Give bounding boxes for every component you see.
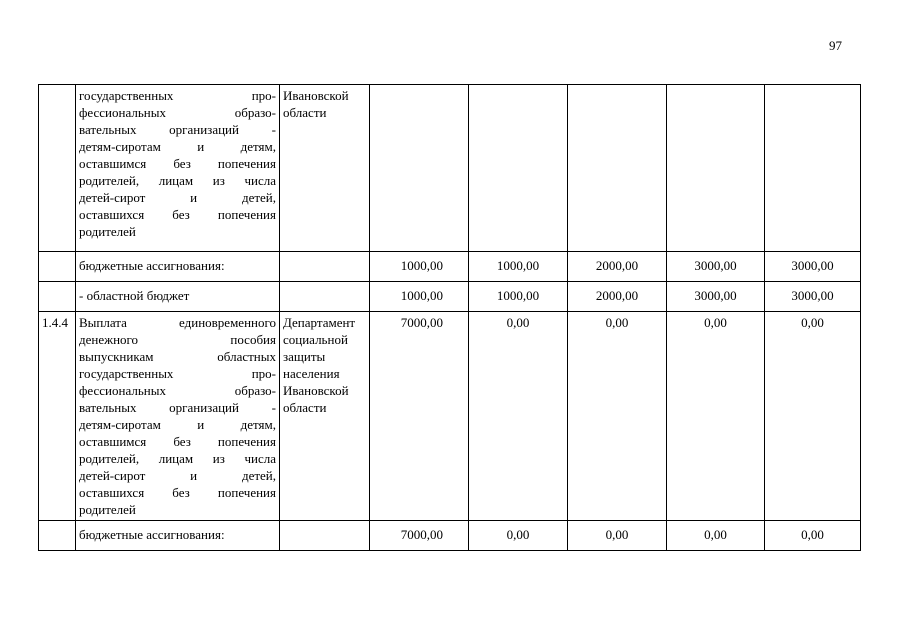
executor-line: области (283, 400, 327, 415)
value-cell: 1000,00 (469, 282, 568, 312)
executor-cell (280, 282, 370, 312)
executor-cell (280, 85, 370, 252)
description-line: вательных организаций - (79, 122, 276, 137)
table-row (39, 521, 861, 551)
value-cell: 2000,00 (568, 252, 667, 282)
description-line: оставшихся без попечения (79, 485, 276, 500)
description-line: фессиональных образо- (79, 105, 276, 120)
value-cell: 3000,00 (765, 252, 861, 282)
description-line: вательных организаций - (79, 400, 276, 415)
description-line: оставшимся без попечения (79, 156, 276, 171)
description-line: родителей (79, 224, 136, 239)
value-cell (667, 85, 765, 252)
description-line: оставшимся без попечения (79, 434, 276, 449)
value-cell (469, 85, 568, 252)
description-line: родителей, лицам из числа (79, 173, 276, 188)
budget-table (38, 84, 861, 551)
value-cell (765, 85, 861, 252)
row-number-cell (39, 521, 76, 551)
value-cell: 3000,00 (667, 282, 765, 312)
description-line: выпускникам областных (79, 349, 276, 364)
description-line: детям-сиротам и детям, (79, 139, 276, 154)
executor-line: Ивановской (283, 88, 349, 103)
description-line: родителей, лицам из числа (79, 451, 276, 466)
value-cell: 7000,00 (370, 312, 469, 521)
description-line: детей-сирот и детей, (79, 190, 276, 205)
value-cell: 0,00 (469, 312, 568, 521)
label-cell: бюджетные ассигнования: (76, 252, 280, 282)
description-line: фессиональных образо- (79, 383, 276, 398)
description-cell (76, 312, 280, 521)
row-number-cell (39, 85, 76, 252)
description-line: оставшихся без попечения (79, 207, 276, 222)
value-cell: 0,00 (568, 312, 667, 521)
value-cell: 0,00 (667, 521, 765, 551)
value-cell: 1000,00 (370, 252, 469, 282)
page-number: 97 (829, 38, 842, 53)
table-row (39, 282, 861, 312)
executor-line: Департамент (283, 315, 356, 330)
description-line: государственных про- (79, 366, 276, 381)
value-cell (370, 85, 469, 252)
value-cell: 1000,00 (469, 252, 568, 282)
label-cell: бюджетные ассигнования: (76, 521, 280, 551)
value-cell: 3000,00 (765, 282, 861, 312)
description-line: государственных про- (79, 88, 276, 103)
table-row (39, 252, 861, 282)
description-line: детям-сиротам и детям, (79, 417, 276, 432)
description-line: Выплата единовременного (79, 315, 276, 330)
executor-cell (280, 521, 370, 551)
row-number-cell (39, 282, 76, 312)
executor-line: Ивановской (283, 383, 349, 398)
row-number-cell: 1.4.4 (39, 312, 76, 521)
value-cell: 0,00 (765, 521, 861, 551)
executor-line: области (283, 105, 327, 120)
description-line: родителей (79, 502, 136, 517)
row-number-cell (39, 252, 76, 282)
executor-line: населения (283, 366, 340, 381)
value-cell: 3000,00 (667, 252, 765, 282)
description-cell (76, 85, 280, 252)
value-cell: 0,00 (568, 521, 667, 551)
table-row (39, 85, 861, 252)
value-cell: 2000,00 (568, 282, 667, 312)
executor-cell (280, 252, 370, 282)
value-cell (568, 85, 667, 252)
value-cell: 1000,00 (370, 282, 469, 312)
value-cell: 0,00 (667, 312, 765, 521)
description-line: детей-сирот и детей, (79, 468, 276, 483)
value-cell: 0,00 (765, 312, 861, 521)
table-row (39, 312, 861, 521)
description-line: денежного пособия (79, 332, 276, 347)
value-cell: 0,00 (469, 521, 568, 551)
label-cell: - областной бюджет (76, 282, 280, 312)
value-cell: 7000,00 (370, 521, 469, 551)
executor-line: социальной (283, 332, 348, 347)
executor-line: защиты (283, 349, 326, 364)
executor-cell (280, 312, 370, 521)
